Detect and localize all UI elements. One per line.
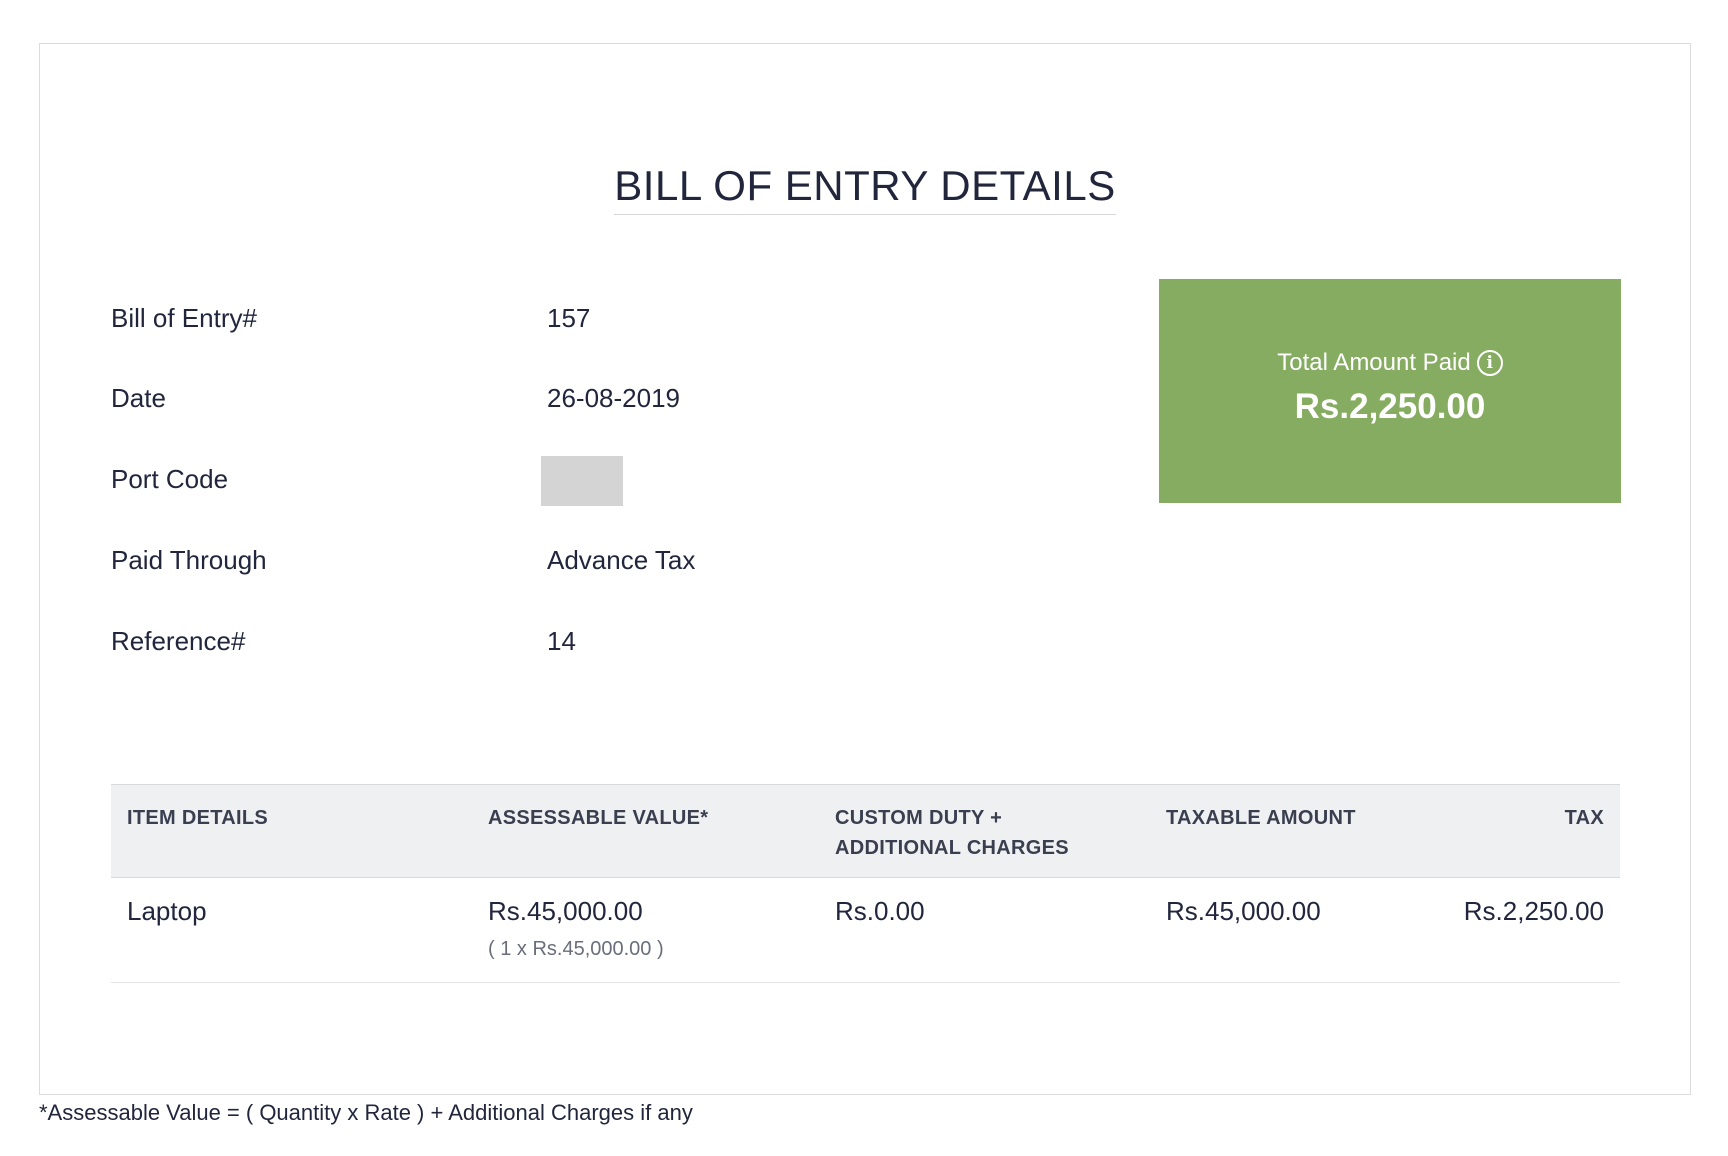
info-icon[interactable]: i [1477,350,1503,376]
bill-of-entry-card [39,43,1691,1095]
assessable-value-footnote: *Assessable Value = ( Quantity x Rate ) + Additional Charges if any [39,1100,693,1125]
date-label: Date [111,383,166,413]
paid-through-value: Advance Tax [547,545,696,575]
header-custom-duty-line2: ADDITIONAL CHARGES [835,837,1069,859]
row-assessable-breakdown: ( 1 x Rs.45,000.00 ) [488,938,664,960]
row-custom-duty: Rs.0.00 [835,896,925,926]
header-taxable-amount: TAXABLE AMOUNT [1166,807,1356,829]
total-amount-value: Rs.2,250.00 [1294,387,1486,426]
header-custom-duty-line1: CUSTOM DUTY + [835,807,1003,829]
total-amount-label-row [1159,349,1621,377]
row-tax: Rs.2,250.00 [1463,896,1604,926]
row-assessable-value: Rs.45,000.00 [488,896,643,926]
row-taxable-amount: Rs.45,000.00 [1166,896,1321,926]
reference-value: 14 [547,626,576,656]
total-amount-label: Total Amount Paid [1277,349,1471,376]
bill-of-entry-value: 157 [547,303,591,333]
header-custom-duty [835,803,1069,863]
table-header [111,784,1620,878]
page-title: BILL OF ENTRY DETAILS [614,162,1115,215]
date-value: 26-08-2019 [547,383,680,413]
table-row [111,878,1620,983]
port-code-redacted-value [541,456,623,506]
reference-label: Reference# [111,626,246,656]
header-tax: TAX [1564,807,1604,829]
items-table [111,784,1620,983]
port-code-label: Port Code [111,464,229,494]
header-assessable-value: ASSESSABLE VALUE* [488,807,709,829]
row-item-name: Laptop [127,896,207,926]
paid-through-label: Paid Through [111,545,267,575]
header-item-details: ITEM DETAILS [127,807,269,829]
bill-of-entry-label: Bill of Entry# [111,303,257,333]
total-amount-box [1159,279,1621,503]
title-wrapper [40,162,1690,215]
